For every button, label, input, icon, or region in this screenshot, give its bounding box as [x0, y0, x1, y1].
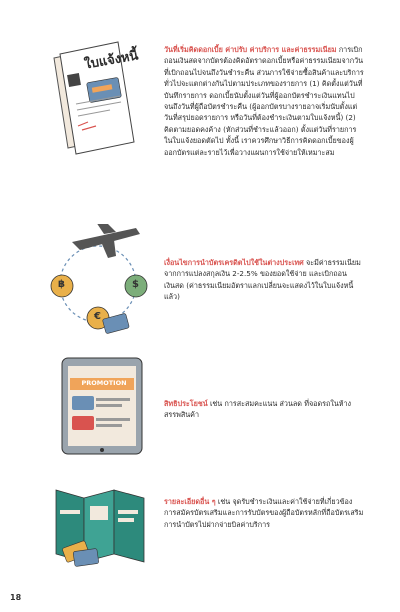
euro-symbol: € — [94, 311, 101, 322]
page-number: 18 — [10, 593, 22, 602]
section-highlight: สิทธิประโยชน์ — [164, 399, 208, 408]
section-foreign-usage — [164, 257, 364, 303]
brochure-illustration — [50, 484, 150, 570]
section-body: จะมีค่าธรรมเนียมจากการแปลงสกุลเงิน 2-2.5% ของยอดใช้จ่าย และเบิกถอนเงินสด (ค่าธรรมเนียมอัตราแลกเปลี่ยนจะแสดงไว้ในใบแจ้งหนี้แล้ว) — [164, 258, 361, 302]
promotion-label: PROMOTION — [81, 379, 127, 387]
section-benefits — [164, 398, 364, 421]
section-highlight: รายละเอียดอื่น ๆ — [164, 497, 216, 506]
section-body: เช่น การสะสมคะแนน ส่วนลด ที่จอดรถในห้างสรรพสินค้า — [164, 399, 352, 420]
section-body: เช่น จุดรับชำระเงินและค่าใช้จ่ายที่เกี่ยวข้อง การสมัครบัตรเสริมและการรับบัตรของผู้ถือบัตรหลักที่ถือบัตรเสริม การนำบัตรไปฝากจ่ายบิลค่าบริการ — [164, 497, 364, 529]
section-interest-fees — [164, 44, 364, 158]
section-highlight: วันที่เริ่มคิดดอกเบี้ย ค่าปรับ ค่าบริการ และค่าธรรมเนียม — [164, 45, 337, 54]
section-other-details — [164, 496, 364, 530]
section-highlight: เงื่อนไขการนำบัตรเครดิตไปใช้ในต่างประเทศ — [164, 258, 304, 267]
bill-document-title: ใบแจ้งหนี้ — [83, 48, 140, 73]
section-body: การเบิกถอนเงินสดจากบัตรต้องคิดอัตราดอกเบี้ยหรือค่าธรรมเนียมจากวันที่เบิกถอนไปจนถึงวันชำระคืน ส่วนการใช้จ่ายซื้อสินค้าและบริการทั่วไปจะแตกต่างกันไปตามประเภทของรายการ (1) คิดตั้งแต่วันที่บันทึกรายการ ดอกเบี้ยนับตั้งแต่วันที่ผู้ออกบัตรชำระเงินแทนไปจนถึงวันที่ผู้ถือบัตรชำระคืน (ผู้ออกบัตรบางรายอาจเริ่มนับตั้งแต่วันที่สรุปยอดรายการ หรือวันที่ต้องชำระเงินตามใบแจ้งหนี้) (2) คิดตามยอดคงค้าง (หักส่วนที่ชำระแล้วออก) ตั้งแต่วันที่รายการในใบแจ้งยอดตัดไป ทั้งนี้ เราควรศึกษาวิธีการคิดดอกเบี้ยของผู้ออกบัตรแต่ละรายไว้เพื่อวางแผนการใช้จ่ายให้เหมาะสม — [164, 45, 364, 157]
tablet-promotion-illustration — [60, 356, 144, 456]
baht-symbol: ฿ — [58, 279, 65, 290]
dollar-symbol: $ — [132, 279, 139, 290]
